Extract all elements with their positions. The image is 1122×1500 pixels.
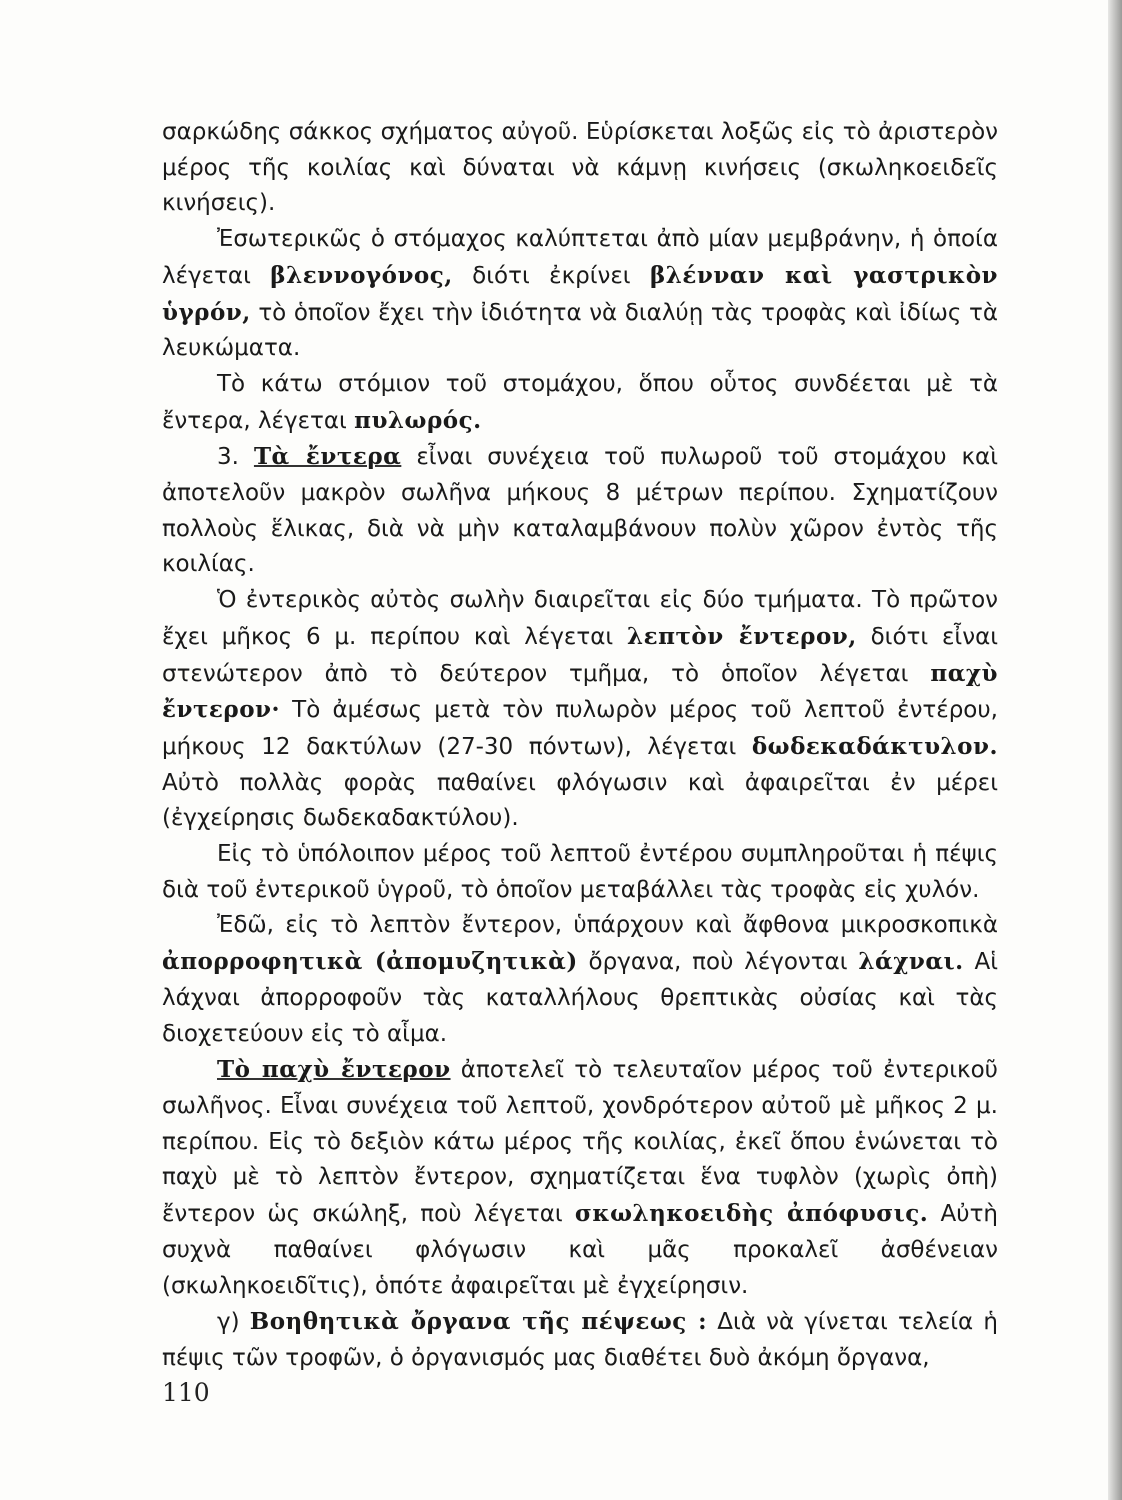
- paragraph: [162, 439, 998, 583]
- text-segment: ἀποτελεῖ τὸ τελευταῖον μέρος τοῦ ἐντερικοῦ σωλῆνος. Εἶναι συνέχεια τοῦ λεπτοῦ, χονδρότερον αὐτοῦ μὲ μῆκος 2 μ. περίπου. Εἰς τὸ δεξιὸν κάτω μέρος τῆς κοιλίας, ἐκεῖ ὅπου ἑνώνεται τὸ παχὺ μὲ τὸ λεπτὸν ἔντερον, σχηματίζεται ἕνα τυφλὸν (χωρὶς ὀπὴ) ἔντερον ὡς σκώληξ, ποὺ λέγεται: [162, 1057, 998, 1228]
- paragraph: [162, 115, 998, 222]
- paragraph: [162, 1304, 998, 1376]
- bold-term: βλεννογόνος,: [270, 261, 453, 289]
- paragraph: [162, 837, 998, 908]
- page-body: [162, 115, 998, 1377]
- bold-term: δωδεκαδάκτυλον.: [751, 732, 998, 760]
- text-segment: Διὰ νὰ γίνεται τελεία ἡ πέψις τῶν τροφῶν, ὁ ὀργανισμός μας διαθέτει δυὸ ἀκόμη ὄργανα,: [162, 1309, 998, 1371]
- page-number: 110: [162, 1378, 210, 1407]
- text-segment: Αἱ λάχναι ἀπορροφοῦν τὰς καταλλήλους θρεπτικὰς οὐσίας καὶ τὰς διοχετεύουν εἰς τὸ αἷμα.: [162, 949, 998, 1047]
- text-segment: Ὁ ἐντερικὸς αὐτὸς σωλὴν διαιρεῖται εἰς δύο τμήματα. Τὸ πρῶτον ἔχει μῆκος 6 μ. περίπου καὶ λέγεται: [162, 587, 998, 650]
- bold-term: πυλωρός.: [354, 406, 482, 434]
- underlined-bold-term: Τὰ ἔντερα: [253, 443, 402, 471]
- paragraph: [162, 222, 998, 367]
- paragraph: [162, 1052, 998, 1304]
- text-segment: γ): [217, 1309, 250, 1336]
- bold-term: λεπτὸν ἔντερον,: [627, 622, 857, 650]
- bold-term: παχὺ ἔντερον·: [162, 659, 998, 724]
- text-segment: ὄργανα, ποὺ λέγονται: [577, 949, 859, 976]
- bold-term: λάχναι.: [858, 948, 964, 976]
- underlined-bold-term: Τὸ παχὺ ἔντερον: [217, 1056, 451, 1084]
- text-segment: 3.: [217, 444, 254, 471]
- paragraph: [162, 908, 998, 1052]
- paragraph: [162, 367, 998, 439]
- text-segment: Αὐτὴ συχνὰ παθαίνει φλόγωσιν καὶ μᾶς προκαλεῖ ἀσθένειαν (σκωληκοειδῖτις), ὁπότε ἀφαιρεῖται μὲ ἐγχείρησιν.: [162, 1201, 999, 1299]
- bold-term: βλένναν καὶ γαστρικὸν ὑγρόν,: [162, 261, 998, 326]
- text-segment: διότι εἶναι στενώτερον ἀπὸ τὸ δεύτερον τμῆμα, τὸ ὁποῖον λέγεται: [162, 623, 999, 687]
- text-segment: Εἰς τὸ ὑπόλοιπον μέρος τοῦ λεπτοῦ ἐντέρου συμπληροῦται ἡ πέψις διὰ τοῦ ἐντερικοῦ ὑγροῦ, τὸ ὁποῖον μεταβάλλει τὰς τροφὰς εἰς χυλόν.: [162, 841, 998, 903]
- text-segment: Ἐδῶ, εἰς τὸ λεπτὸν ἔντερον, ὑπάρχουν καὶ ἄφθονα μικροσκοπικὰ: [217, 912, 998, 939]
- text-segment: εἶναι συνέχεια τοῦ πυλωροῦ τοῦ στομάχου καὶ ἀποτελοῦν μακρὸν σωλῆνα μήκους 8 μέτρων περίπου. Σχηματίζουν πολλοὺς ἕλικας, διὰ νὰ μὴν καταλαμβάνουν πολὺν χῶρον ἐντὸς τῆς κοιλίας.: [162, 444, 998, 578]
- bold-term: ἀπορροφητικὰ (ἀπομυζητικὰ): [162, 948, 578, 976]
- text-segment: Αὐτὸ πολλὰς φορὰς παθαίνει φλόγωσιν καὶ ἀφαιρεῖται ἐν μέρει (ἐγχείρησις δωδεκαδακτύλου).: [162, 769, 998, 832]
- text-segment: τὸ ὁποῖον ἔχει τὴν ἰδιότητα νὰ διαλύῃ τὰς τροφὰς καὶ ἰδίως τὰ λευκώματα.: [162, 299, 998, 362]
- text-segment: Ἐσωτερικῶς ὁ στόμαχος καλύπτεται ἀπὸ μίαν μεμβράνην, ἡ ὁποία λέγεται: [162, 226, 998, 289]
- page-edge-shadow: [1108, 0, 1122, 1500]
- text-segment: σαρκώδης σάκκος σχήματος αὐγοῦ. Εὑρίσκεται λοξῶς εἰς τὸ ἀριστερὸν μέρος τῆς κοιλίας καὶ δύναται νὰ κάμνῃ κινήσεις (σκωληκοειδεῖς κινήσεις).: [162, 119, 998, 217]
- bold-term: Βοηθητικὰ ὄργανα τῆς πέψεως :: [249, 1308, 708, 1336]
- text-segment: Τὸ ἀμέσως μετὰ τὸν πυλωρὸν μέρος τοῦ λεπτοῦ ἐντέρου, μήκους 12 δακτύλων (27-30 πόντων), λέγεται: [162, 697, 998, 760]
- text-segment: Τὸ κάτω στόμιον τοῦ στομάχου, ὅπου οὗτος συνδέεται μὲ τὰ ἔντερα, λέγεται: [162, 370, 998, 434]
- paragraph: [162, 583, 998, 837]
- bold-term: σκωληκοειδὴς ἀπόφυσις.: [574, 1200, 929, 1228]
- text-segment: διότι ἐκρίνει: [452, 262, 650, 289]
